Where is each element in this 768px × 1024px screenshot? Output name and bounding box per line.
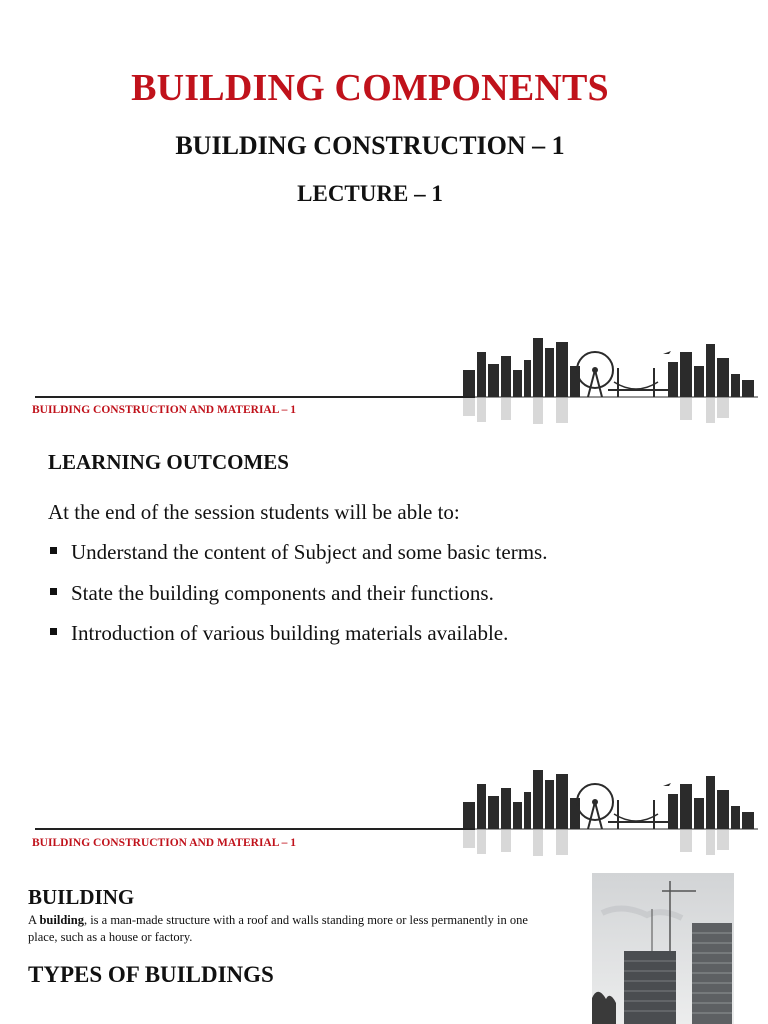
square-bullet-icon — [50, 547, 57, 554]
slide-footer: BUILDING CONSTRUCTION AND MATERIAL – 1 — [32, 404, 297, 416]
course-subtitle: BUILDING CONSTRUCTION – 1 — [175, 131, 565, 160]
city-skyline-illustration — [458, 330, 758, 425]
building-heading: BUILDING — [28, 885, 135, 909]
lecture-number: LECTURE – 1 — [297, 181, 443, 206]
outcomes-intro: At the end of the session students will be able to: — [48, 500, 460, 524]
square-bullet-icon — [50, 628, 57, 635]
outcome-text: Understand the content of Subject and some basic terms. — [71, 540, 548, 564]
slide-title: BUILDING COMPONENTS — [131, 67, 609, 109]
city-skyline-illustration — [458, 762, 758, 857]
outcome-text: State the building components and their functions. — [71, 580, 494, 605]
definition-prefix: A — [28, 913, 40, 927]
list-item — [48, 619, 547, 660]
footer-divider — [35, 828, 475, 830]
square-bullet-icon — [50, 588, 57, 595]
outcome-text: Introduction of various building materials available. — [71, 621, 509, 645]
list-item — [48, 538, 547, 579]
definition-term: building — [39, 913, 84, 927]
outcomes-list — [48, 538, 547, 660]
building-definition — [28, 912, 528, 946]
learning-outcomes-heading: LEARNING OUTCOMES — [48, 450, 289, 474]
building-construction-photo — [592, 873, 734, 1024]
types-of-buildings-heading: TYPES OF BUILDINGS — [28, 962, 274, 987]
definition-text: , is a man-made structure with a roof and walls standing more or less permanently in one place, such as a house or factory. — [28, 913, 528, 944]
list-item — [48, 579, 547, 620]
footer-divider — [35, 396, 475, 398]
slide-footer: BUILDING CONSTRUCTION AND MATERIAL – 1 — [32, 837, 297, 849]
